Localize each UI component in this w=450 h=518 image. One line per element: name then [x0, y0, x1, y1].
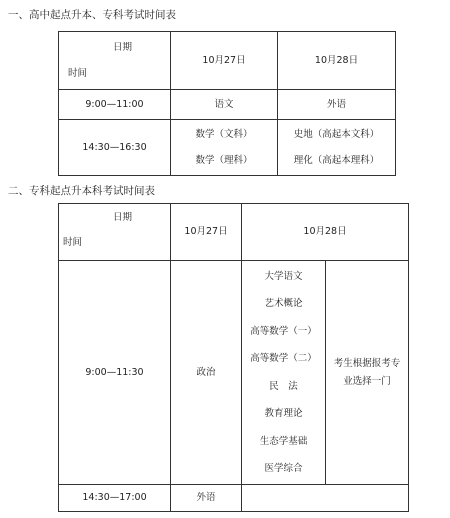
subject-cell: 外语	[171, 485, 242, 512]
date-label: 日期	[112, 212, 132, 223]
time-cell: 14:30—16:30	[59, 120, 171, 176]
time-label: 时间	[68, 68, 88, 79]
subject-line: 理化（高起本理科）	[293, 154, 380, 166]
subject-line: 高等数学（二）	[250, 353, 317, 364]
table-row	[59, 120, 396, 176]
subject-cell	[171, 120, 278, 176]
table2-header-row	[59, 204, 409, 261]
subject-list-cell	[242, 261, 326, 485]
empty-cell	[242, 485, 409, 512]
note-cell	[326, 261, 409, 485]
table-row	[59, 261, 409, 485]
time-cell: 14:30—17:00	[59, 485, 171, 512]
subject-line: 教育理论	[264, 408, 303, 419]
subject-cell: 政治	[171, 261, 242, 485]
table1-header-row	[59, 32, 396, 90]
subject-line: 生态学基础	[259, 435, 308, 447]
section1-heading: 一、高中起点升本、专科考试时间表	[8, 9, 176, 21]
subject-line: 民 法	[269, 380, 298, 392]
table-row	[59, 485, 409, 512]
time-label: 时间	[63, 237, 83, 248]
subject-line: 史地（高起本文科）	[293, 128, 380, 140]
note-line: 业选择一门	[343, 375, 391, 387]
subject-line: 艺术概论	[264, 298, 303, 309]
subject-line: 高等数学（一）	[250, 325, 317, 337]
date-label: 日期	[112, 42, 132, 53]
table2-day1-header: 10月27日	[171, 204, 242, 261]
note-line: 考生根据报考专	[333, 357, 401, 369]
table2-corner-cell	[59, 204, 171, 261]
table1-corner-cell	[59, 32, 171, 90]
time-cell: 9:00—11:00	[59, 90, 171, 120]
subject-line: 医学综合	[264, 463, 303, 474]
subject-line: 大学语文	[264, 270, 303, 282]
time-cell: 9:00—11:30	[59, 261, 171, 485]
table1-day1-header: 10月27日	[171, 32, 278, 90]
schedule-table-2	[58, 203, 409, 512]
table-row	[59, 90, 396, 120]
subject-line: 数学（文科）	[195, 128, 253, 140]
section2-heading: 二、专科起点升本科考试时间表	[8, 185, 155, 197]
table1-day2-header: 10月28日	[278, 32, 396, 90]
subject-cell: 语文	[171, 90, 278, 120]
subject-cell: 外语	[278, 90, 396, 120]
subject-cell	[278, 120, 396, 176]
schedule-table-1	[58, 31, 396, 176]
subject-line: 数学（理科）	[195, 154, 253, 166]
table2-day2-header: 10月28日	[242, 204, 409, 261]
